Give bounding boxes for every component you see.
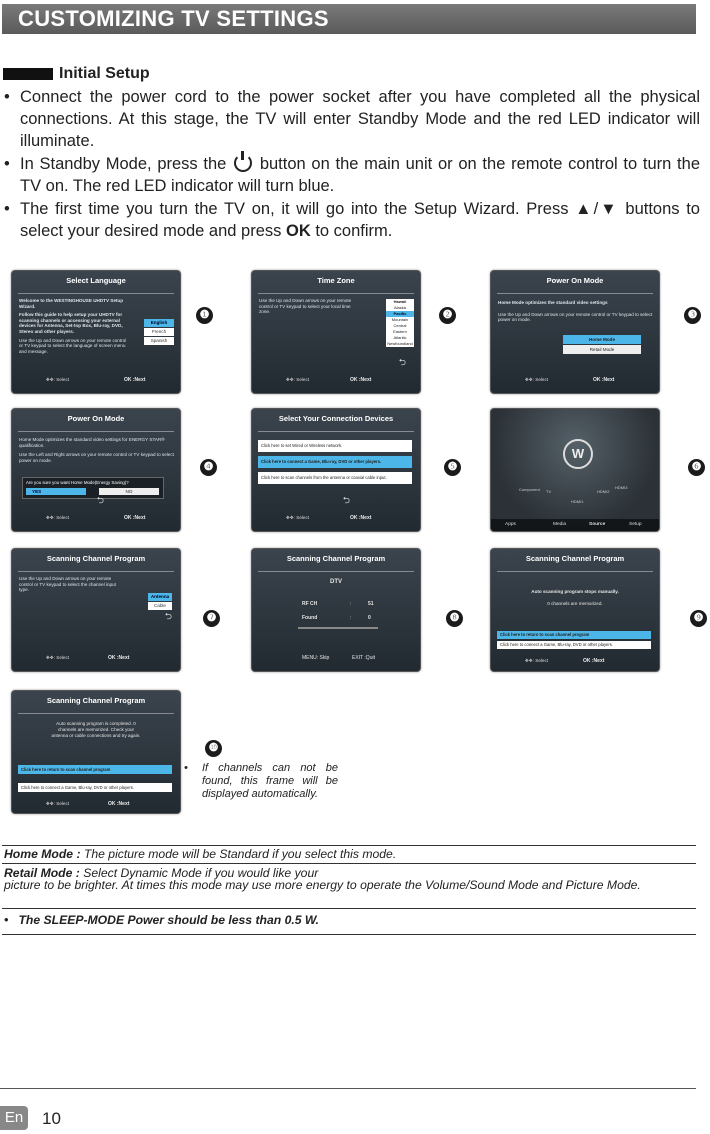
back-icon: ⮌ <box>164 611 172 621</box>
page-title: CUSTOMIZING TV SETTINGS <box>18 6 329 31</box>
brand-logo-icon: W <box>563 439 593 469</box>
confirm-dialog: Are you sure you want Home Mode(Energy Saving)? YES NO <box>22 477 164 499</box>
step-number: ❾ <box>690 610 707 627</box>
page-number: 10 <box>42 1109 61 1128</box>
nav-arrows-icon: ✥✥ <box>46 801 54 806</box>
screen-scan-type: Scanning Channel Program Use the Up and Down arrows on your remote control or TV keypad to select the channel input type. Antenna Cable ⮌ ✥✥: Select OK :Next <box>11 548 181 672</box>
power-icon <box>234 154 252 172</box>
screen-select-language: Select Language Welcome to the WESTINGHOUSE UHDTV Setup Wizard. Follow this guide to help setup your UHDTV for scanning channels or accessing your external devices for Antenna, Set-top Box, Blu-ray, DVD, Stereo and other players. Use the Up and Down arrows on your remote control or TV keypad to select the language of screen menu and message. English French Spanish ✥✥: Select OK :Next <box>11 270 181 394</box>
step-number: ❸ <box>684 307 701 324</box>
screen-scan-complete: Scanning Channel Program Auto scanning program is completed. 0 channels are memorized. Check your antenna or cable connections and try again. Click here to return to scan channel program Click here to connect a Game, Blu-ray, DVD or other players. ✥✥: Select OK :Next <box>11 690 181 814</box>
bullet-1-text: Connect the power cord to the power socket after you have completed all the physical connections. At this stage, the TV will enter Standby Mode and the red LED indicator will illuminate. <box>20 88 700 150</box>
screen-power-on-confirm: Power On Mode Home Mode optimizes the standard video settings for ENERGY STAR® qualification. Use the Left and Right arrows on your remote control or TV keypad to select power on mode. Are you sure you want Home Mode(Energy Saving)? YES NO ⮌ ✥✥: Select OK :Next <box>11 408 181 532</box>
sleep-mode-note: • The SLEEP-MODE Power should be less than 0.5 W. <box>4 913 319 927</box>
nav-arrows-icon: ✥✥ <box>46 515 54 520</box>
step-number: ❶ <box>196 307 213 324</box>
screen-title: Scanning Channel Program <box>46 696 146 705</box>
screen-title: Scanning Channel Program <box>525 554 625 563</box>
screen-title: Time Zone <box>317 276 355 285</box>
up-down-arrows-icon: ▲/▼ <box>575 200 619 218</box>
step-number: ❿ <box>205 740 222 757</box>
step-number: ❹ <box>200 459 217 476</box>
back-icon: ⮌ <box>96 495 104 505</box>
step-number: ❷ <box>439 307 456 324</box>
step-number: ❼ <box>203 610 220 627</box>
screen-title: Select Language <box>66 276 126 285</box>
back-icon: ⮌ <box>342 495 350 505</box>
nav-arrows-icon: ✥✥ <box>46 377 54 382</box>
step-number: ❺ <box>444 459 461 476</box>
screen-title: Scanning Channel Program <box>286 554 386 563</box>
section-heading <box>3 64 150 84</box>
bullet-1: • Connect the power cord to the power socket after you have completed all the physical connections. At this stage, the TV will enter Standby Mode and the red LED indicator will illuminate. <box>4 88 700 150</box>
screen-title: Scanning Channel Program <box>46 554 146 563</box>
screen-connection-devices: Select Your Connection Devices Click here to set Wired or Wireless network. Click here to connect a Game, Blu-ray, DVD or other players. Click here to scan channels from the antenna or coaxial cable input. ⮌ ✥✥: Select OK :Next <box>251 408 421 532</box>
back-icon: ⮌ <box>398 357 406 367</box>
note: • If channels can not be found, this frame will be displayed automatically. <box>184 762 338 800</box>
scan-progress-bar <box>298 627 378 629</box>
nav-arrows-icon: ✥✥ <box>46 655 54 660</box>
screen-title: Power On Mode <box>67 414 125 423</box>
bullet-2-text: In Standby Mode, press the button on the main unit or on the remote control to turn the TV on. The red LED indicator will turn blue. <box>20 155 700 195</box>
nav-arrows-icon: ✥✥ <box>286 515 294 520</box>
screen-tv-home: W Component TV HDMI1 HDMI2 HDMI3 Apps Media Source Setup <box>490 408 660 532</box>
heading-bar <box>3 68 53 80</box>
nav-arrows-icon: ✥✥ <box>286 377 294 382</box>
page-header <box>2 4 696 34</box>
bullet-2: • In Standby Mode, press the button on the main unit or on the remote control to turn the TV on. The red LED indicator will turn blue. <box>4 155 700 195</box>
screen-scanning: Scanning Channel Program DTV RF CH : 51 Found : 0 MENU: Skip EXIT :Quit <box>251 548 421 672</box>
nav-arrows-icon: ✥✥ <box>525 658 533 663</box>
step-number: ❽ <box>446 610 463 627</box>
screen-title: Select Your Connection Devices <box>278 414 394 423</box>
step-number: ❻ <box>688 459 705 476</box>
nav-arrows-icon: ✥✥ <box>525 377 533 382</box>
retail-mode-note: Retail Mode : Select Dynamic Mode if you would like your picture to be brighter. At times this mode may use more energy to operate the Volume/Sound Mode and Picture Mode. <box>4 866 641 892</box>
section-title: Initial Setup <box>59 65 150 82</box>
language-tab: En <box>0 1106 28 1130</box>
screen-scan-stopped: Scanning Channel Program Auto scanning program stops manually. 0 channels are memorized. Click here to return to scan channel program Click here to connect a Game, Blu-ray, DVD or other players. ✥✥: Select OK :Next <box>490 548 660 672</box>
home-mode-note: Home Mode : The picture mode will be Standard if you select this mode. <box>4 847 397 861</box>
screen-power-on-mode: Power On Mode Home Mode optimizes the standard video settings Use the Up and Down arrows on your remote control or TV keypad to select power on mode. Home Mode Retail Mode ✥✥: Select OK :Next <box>490 270 660 394</box>
screen-title: Power On Mode <box>546 276 604 285</box>
bullet-3: • The first time you turn the TV on, it will go into the Setup Wizard. Press ▲/▼ buttons to select your desired mode and press OK to confirm. <box>4 200 700 240</box>
screen-time-zone: Time Zone Use the Up and Down arrows on your remote control or TV keypad to select your local time zone. Hawaii Alaska Pacific Mountain Central Eastern Atlantic Newfoundland ⮌ ✥✥: Select OK :Next <box>251 270 421 394</box>
bullet-3-text: The first time you turn the TV on, it will go into the Setup Wizard. Press ▲/▼ buttons to select your desired mode and press OK to confirm. <box>20 200 700 240</box>
